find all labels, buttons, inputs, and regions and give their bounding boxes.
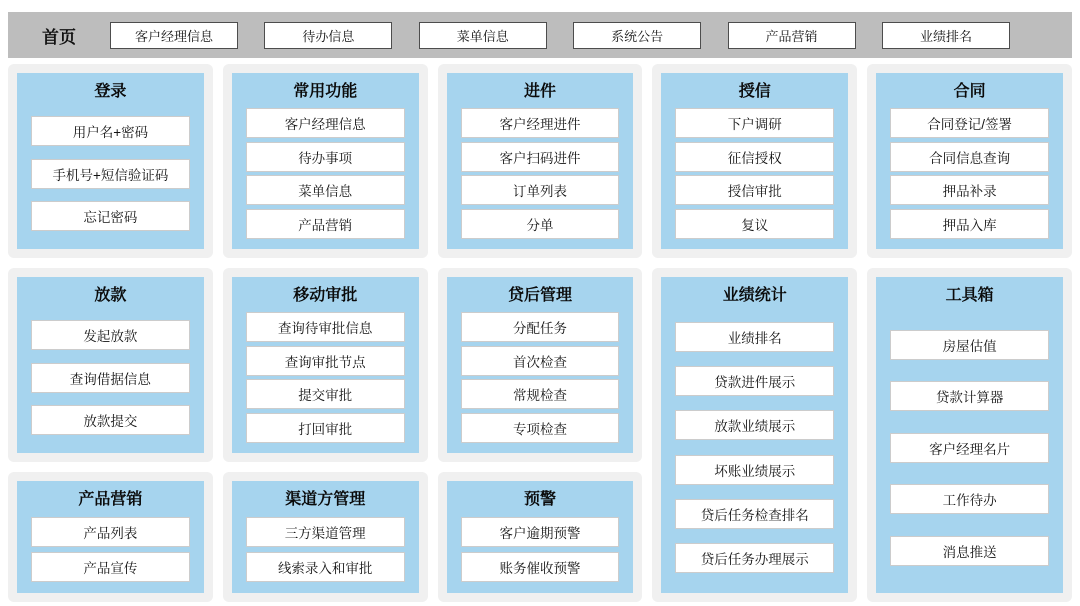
item-button[interactable]: 专项检查 — [461, 413, 620, 443]
item-button[interactable]: 客户经理信息 — [246, 108, 405, 138]
panel-title: 放款 — [94, 287, 127, 304]
home-topbar — [8, 12, 1072, 58]
topbar-button-manager-info[interactable]: 客户经理信息 — [110, 22, 238, 49]
item-button[interactable]: 打回审批 — [246, 413, 405, 443]
item-button[interactable]: 查询审批节点 — [246, 346, 405, 376]
item-button[interactable]: 下户调研 — [675, 108, 834, 138]
panel-title: 产品营销 — [78, 491, 143, 508]
panel-common-functions — [223, 64, 428, 258]
item-button[interactable]: 产品宣传 — [31, 552, 190, 582]
panel-title: 渠道方管理 — [285, 491, 366, 508]
topbar-button-product-marketing[interactable]: 产品营销 — [728, 22, 856, 49]
item-button[interactable]: 三方渠道管理 — [246, 517, 405, 547]
panel-title: 贷后管理 — [507, 287, 572, 304]
item-button[interactable]: 发起放款 — [31, 320, 190, 350]
panel-channel-management — [223, 472, 428, 602]
topbar-button-system-notice[interactable]: 系统公告 — [573, 22, 701, 49]
panel-title: 移动审批 — [293, 287, 358, 304]
panel-credit — [652, 64, 857, 258]
panel-grid — [8, 64, 1072, 602]
item-button[interactable]: 分配任务 — [461, 312, 620, 342]
item-button[interactable]: 放款业绩展示 — [675, 410, 834, 440]
panel-title: 工具箱 — [945, 287, 994, 304]
item-button[interactable]: 贷款计算器 — [890, 381, 1049, 411]
item-button[interactable]: 菜单信息 — [246, 175, 405, 205]
item-button[interactable]: 用户名+密码 — [31, 116, 190, 146]
item-button[interactable]: 业绩排名 — [675, 322, 834, 352]
topbar-button-todo-info[interactable]: 待办信息 — [264, 22, 392, 49]
item-button[interactable]: 客户逾期预警 — [461, 517, 620, 547]
item-button[interactable]: 账务催收预警 — [461, 552, 620, 582]
panel-title: 合同 — [953, 83, 986, 100]
item-button[interactable]: 工作待办 — [890, 484, 1049, 514]
item-button[interactable]: 押品补录 — [890, 175, 1049, 205]
panel-title: 登录 — [94, 83, 127, 100]
topbar-button-performance-rank[interactable]: 业绩排名 — [882, 22, 1010, 49]
item-button[interactable]: 放款提交 — [31, 405, 190, 435]
home-label: 首页 — [42, 27, 76, 47]
item-button[interactable]: 客户扫码进件 — [461, 142, 620, 172]
item-button[interactable]: 复议 — [675, 209, 834, 239]
item-button[interactable]: 产品营销 — [246, 209, 405, 239]
topbar-button-group — [110, 22, 1010, 49]
panel-post-loan-management — [438, 268, 643, 462]
panel-login — [8, 64, 213, 258]
item-button[interactable]: 客户经理进件 — [461, 108, 620, 138]
item-button[interactable]: 贷后任务检查排名 — [675, 499, 834, 529]
panel-performance-stats — [652, 268, 857, 602]
topbar-button-menu-info[interactable]: 菜单信息 — [419, 22, 547, 49]
item-button[interactable]: 分单 — [461, 209, 620, 239]
item-button[interactable]: 合同信息查询 — [890, 142, 1049, 172]
item-button[interactable]: 授信审批 — [675, 175, 834, 205]
panel-title: 授信 — [738, 83, 771, 100]
panel-title: 预警 — [523, 491, 556, 508]
item-button[interactable]: 合同登记/签署 — [890, 108, 1049, 138]
item-button[interactable]: 查询待审批信息 — [246, 312, 405, 342]
panel-mobile-approval — [223, 268, 428, 462]
item-button[interactable]: 消息推送 — [890, 536, 1049, 566]
item-button[interactable]: 忘记密码 — [31, 201, 190, 231]
item-button[interactable]: 客户经理名片 — [890, 433, 1049, 463]
item-button[interactable]: 贷款进件展示 — [675, 366, 834, 396]
item-button[interactable]: 首次检查 — [461, 346, 620, 376]
item-button[interactable]: 押品入库 — [890, 209, 1049, 239]
panel-contract — [867, 64, 1072, 258]
panel-title: 常用功能 — [293, 83, 358, 100]
item-button[interactable]: 贷后任务办理展示 — [675, 543, 834, 573]
panel-intake — [438, 64, 643, 258]
panel-title: 业绩统计 — [722, 287, 787, 304]
item-button[interactable]: 坏账业绩展示 — [675, 455, 834, 485]
item-button[interactable]: 产品列表 — [31, 517, 190, 547]
item-button[interactable]: 房屋估值 — [890, 330, 1049, 360]
item-button[interactable]: 征信授权 — [675, 142, 834, 172]
panel-product-marketing — [8, 472, 213, 602]
item-button[interactable]: 手机号+短信验证码 — [31, 159, 190, 189]
panel-title: 进件 — [523, 83, 556, 100]
item-button[interactable]: 常规检查 — [461, 379, 620, 409]
panel-toolbox — [867, 268, 1072, 602]
item-button[interactable]: 线索录入和审批 — [246, 552, 405, 582]
item-button[interactable]: 订单列表 — [461, 175, 620, 205]
panel-alerts — [438, 472, 643, 602]
item-button[interactable]: 待办事项 — [246, 142, 405, 172]
item-button[interactable]: 提交审批 — [246, 379, 405, 409]
panel-disbursement — [8, 268, 213, 462]
item-button[interactable]: 查询借据信息 — [31, 363, 190, 393]
